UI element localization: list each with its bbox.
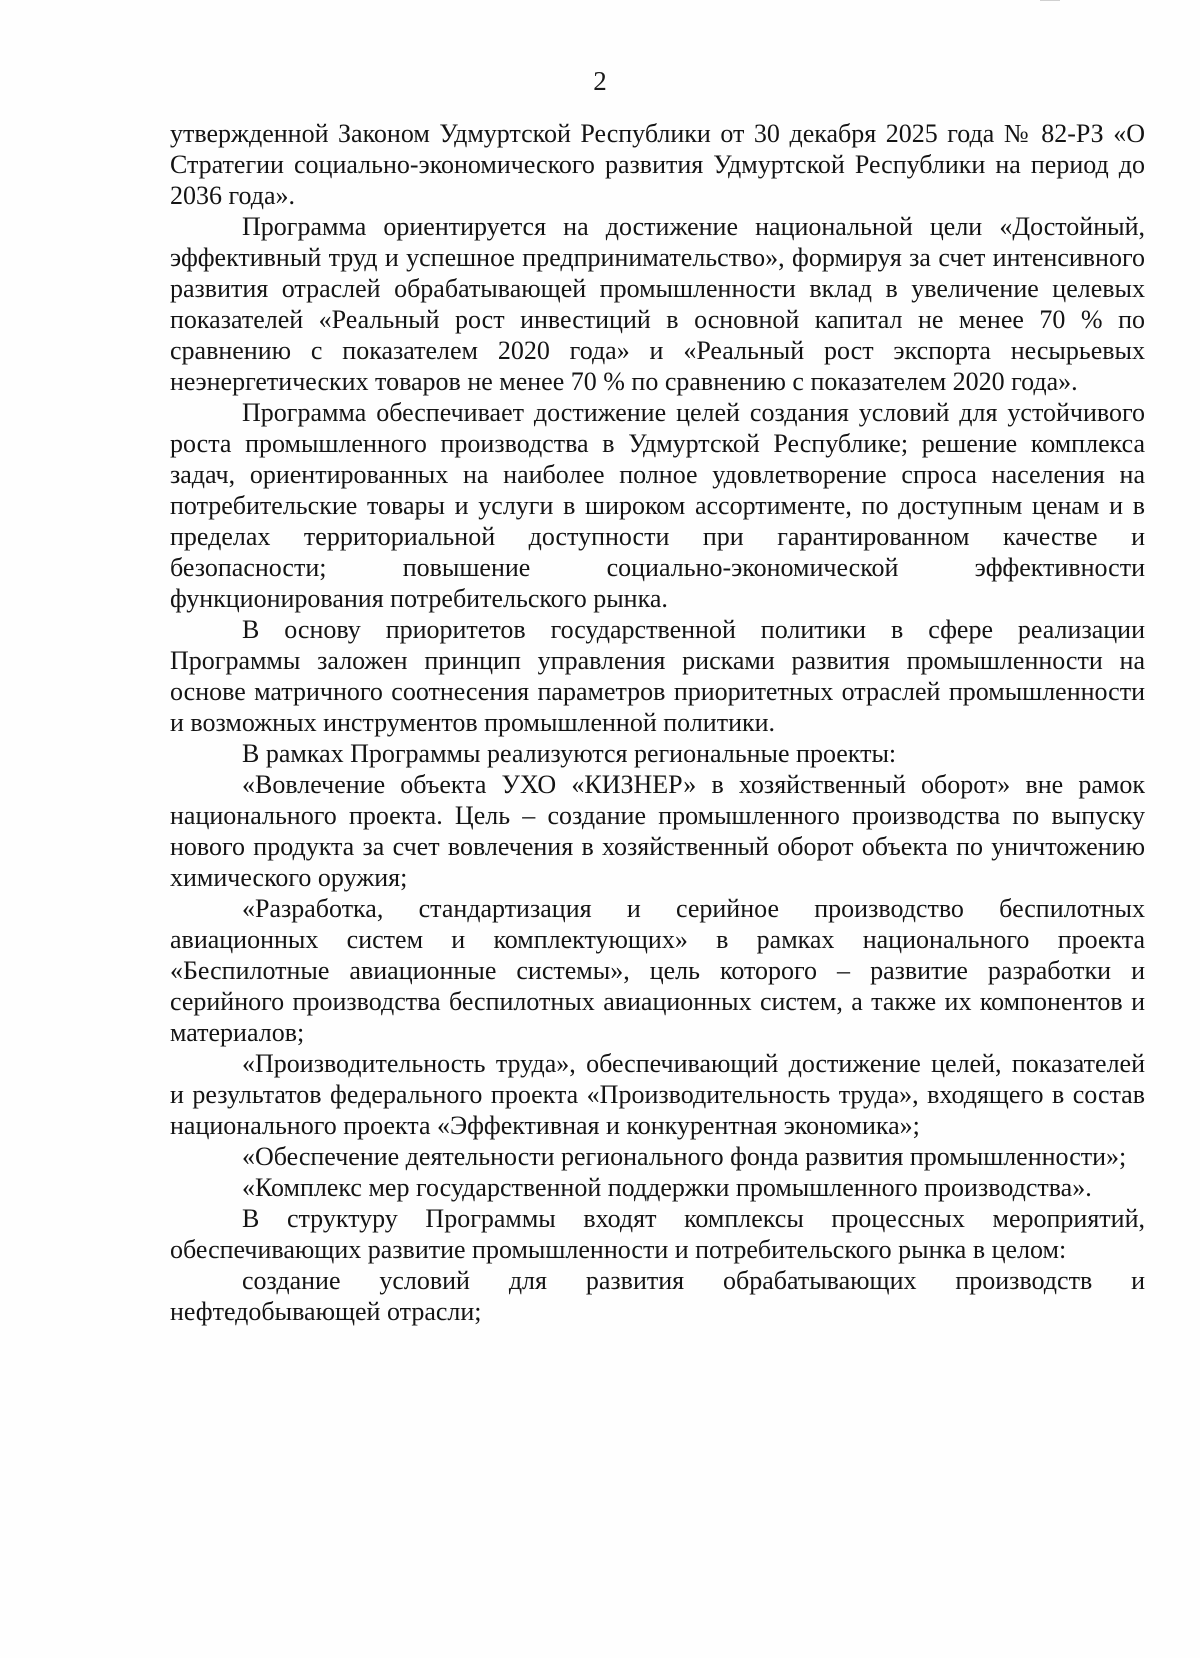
paragraph-program-objectives: Программа обеспечивает достижение целей создания условий для устойчивого роста промышленного производства в Удмуртской Республике; решение комплекса задач, ориентированных на наиболее полное удовлетворение спроса населения на потребительские товары и услуги в широком ассортименте, по доступным ценам и в пределах территориальной доступности при гарантированном качестве и безопасности; повышение социально-экономической эффективности функционирования потребительского рынка. — [170, 398, 1145, 613]
paragraph-process-complex: создание условий для развития обрабатывающих производств и нефтедобывающей отрасли; — [170, 1266, 1145, 1326]
paragraph-project-uav: «Разработка, стандартизация и серийное производство беспилотных авиационных систем и комплектующих» в рамках национального проекта «Беспилотные авиационные системы», цель которого – развитие разработки и серийного производства беспилотных авиационных систем, а также их компонентов и материалов; — [170, 894, 1145, 1047]
paragraph-policy-priorities: В основу приоритетов государственной политики в сфере реализации Программы заложен принцип управления рисками развития промышленности на основе матричного соотнесения параметров приоритетных отраслей промышленности и возможных инструментов промышленной политики. — [170, 615, 1145, 737]
paragraph-structure: В структуру Программы входят комплексы процессных мероприятий, обеспечивающих развитие промышленности и потребительского рынка в целом: — [170, 1204, 1145, 1264]
paragraph-intro-continuation: утвержденной Законом Удмуртской Республики от 30 декабря 2025 года № 82-РЗ «О Стратегии социально-экономического развития Удмуртской Республики на период до 2036 года». — [170, 119, 1145, 210]
page-number: 2 — [593, 66, 607, 96]
paragraph-regional-projects-intro: В рамках Программы реализуются региональные проекты: — [242, 739, 897, 768]
paragraph-project-support: «Комплекс мер государственной поддержки промышленного производства». — [242, 1173, 1092, 1202]
paragraph-project-fund: «Обеспечение деятельности регионального фонда развития промышленности»; — [242, 1142, 1127, 1171]
scan-edge-mark — [1040, 0, 1060, 1]
paragraph-program-goal: Программа ориентируется на достижение национальной цели «Достойный, эффективный труд и успешное предпринимательство», формируя за счет интенсивного развития отраслей обрабатывающей промышленности вклад в увеличение целевых показателей «Реальный рост инвестиций в основной капитал не менее 70 % по сравнению с показателем 2020 года» и «Реальный рост экспорта несырьевых неэнергетических товаров не менее 70 % по сравнению с показателем 2020 года». — [170, 212, 1145, 396]
paragraph-project-kizner: «Вовлечение объекта УХО «КИЗНЕР» в хозяйственный оборот» вне рамок национального проекта. Цель – создание промышленного производства по выпуску нового продукта за счет вовлечения в хозяйственный оборот объекта по уничтожению химического оружия; — [170, 770, 1145, 892]
document-body — [170, 118, 1145, 1327]
paragraph-project-productivity: «Производительность труда», обеспечивающий достижение целей, показателей и результатов федерального проекта «Производительность труда», входящего в состав национального проекта «Эффективная и конкурентная экономика»; — [170, 1049, 1145, 1140]
